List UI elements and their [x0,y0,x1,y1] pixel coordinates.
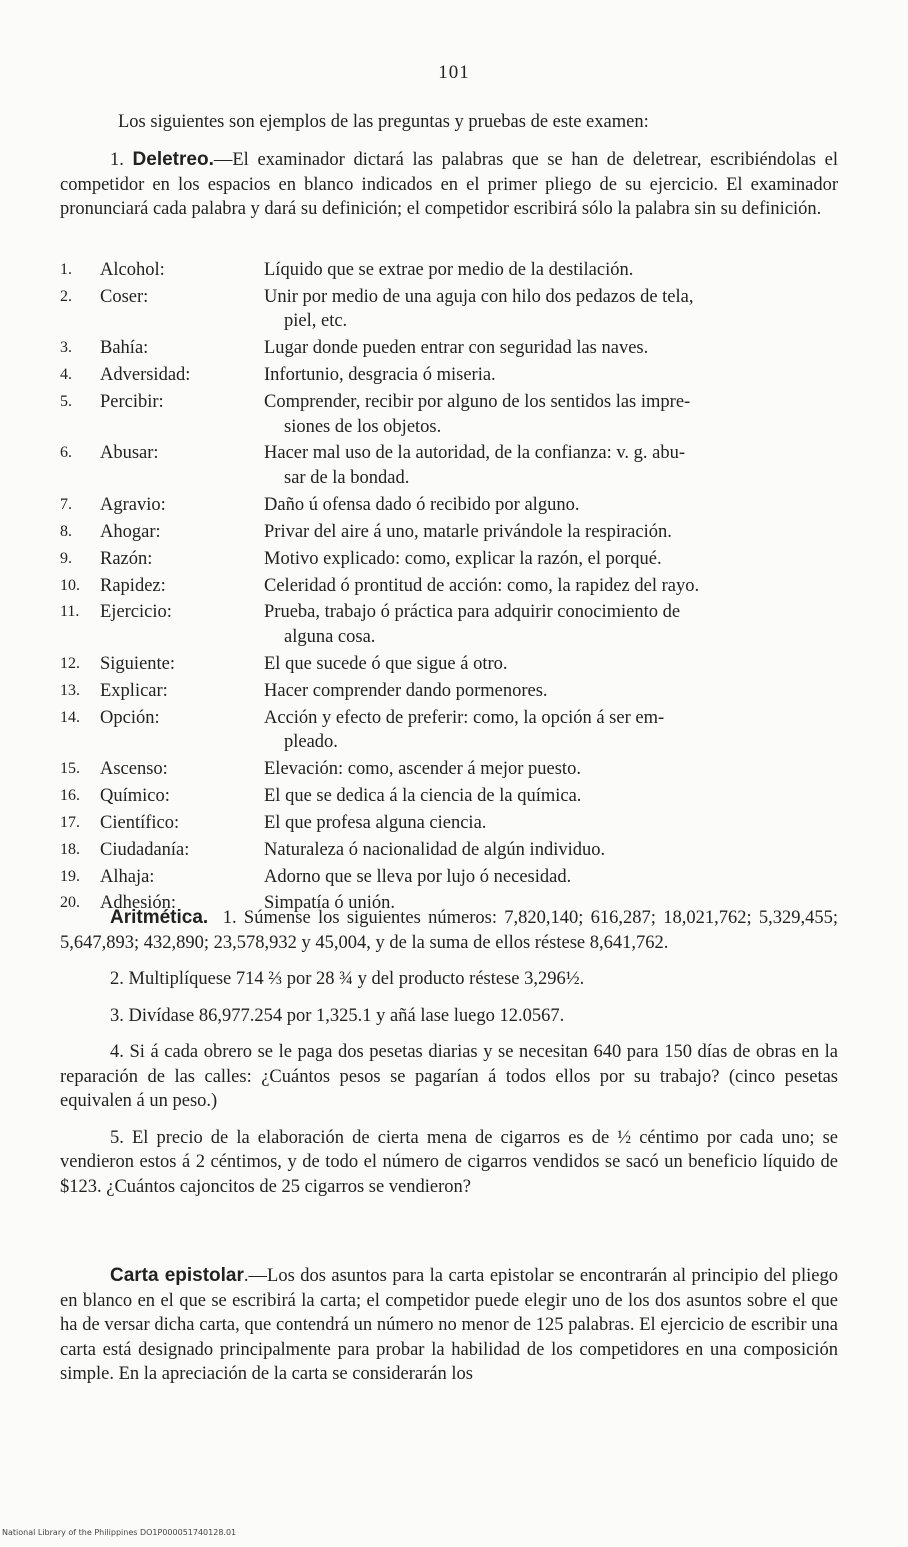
term-word: Coser: [100,286,149,307]
term-word: Adversidad: [100,365,191,386]
term-row [60,441,840,490]
term-definition-line: Prueba, trabajo ó práctica para adquirir conocimiento de [264,602,681,623]
term-definition-line: Hacer comprender dando pormenores. [264,680,548,701]
term-number: 20. [60,894,80,912]
term-definition-line: Simpatía ó unión. [264,893,396,914]
term-definition [264,390,840,439]
term-definition-line: El que profesa alguna ciencia. [264,812,487,833]
term-word: Opción: [100,707,160,728]
term-definition-line: Adorno que se lleva por lujo ó necesidad. [264,866,572,887]
term-row [60,493,840,518]
term-definition-continuation: piel, etc. [284,311,348,332]
term-definition-line: Hacer mal uso de la autoridad, de la confianza: v. g. abu- [264,443,686,464]
term-definition-line: Líquido que se extrae por medio de la destilación. [264,260,634,280]
aritmetica-problem-5: 5. El precio de la elaboración de cierta mena de cigarros es de ½ céntimo por cada uno; se vendieron estos á 2 céntimos, y de todo el número de cigarros vendidos se sacó un beneficio líquido de $123. ¿Cuántos cajoncitos de 25 cigarros se vendieron? [60,1127,838,1197]
term-definition-line: Naturaleza ó nacionalidad de algún individuo. [264,839,606,860]
term-definition [264,811,840,836]
term-word: Agravio: [100,494,166,515]
term-definition-continuation: siones de los objetos. [284,416,442,437]
term-definition-line: Infortunio, desgracia ó miseria. [264,365,496,386]
term-definition [264,574,840,599]
carta-heading: Carta epistolar [110,1265,244,1286]
term-row [60,285,840,334]
term-number: 13. [60,681,80,699]
term-word: Ejercicio: [100,602,172,623]
term-definition [264,838,840,863]
term-definition [264,706,840,755]
term-row [60,390,840,439]
term-definition-line: El que se dedica á la ciencia de la química. [264,785,582,806]
term-row [60,520,840,545]
term-row [60,258,840,283]
term-word: Ciudadanía: [100,839,190,860]
aritmetica-problem-2: 2. Multiplíquese 714 ⅔ por 28 ¾ y del producto réstese 3,296½. [110,969,585,989]
term-number: 19. [60,867,80,885]
carta-section [60,1264,838,1387]
aritmetica-problem-3: 3. Divídase 86,977.254 por 1,325.1 y añá lase luego 12.0567. [110,1005,565,1026]
term-word: Percibir: [100,392,164,413]
term-definition [264,865,840,890]
page-number: 101 [438,62,470,83]
term-definition-line: Daño ú ofensa dado ó recibido por alguno. [264,494,580,515]
term-row [60,838,840,863]
term-row [60,363,840,388]
term-definition-line: Elevación: como, ascender á mejor puesto. [264,758,581,779]
term-word: Bahía: [100,338,149,359]
term-row [60,706,840,755]
term-definition [264,285,840,334]
term-number: 10. [60,576,80,594]
term-definition [264,547,840,572]
term-number: 12. [60,654,80,672]
term-definition [264,441,840,490]
term-number: 7. [60,495,72,513]
term-definition-line: Privar del aire á uno, matarle privándole la respiración. [264,521,672,542]
deletreo-text: —El examinador dictará las palabras que se han de deletrear, escribiéndolas el competidor en los espacios en blanco indicados en el primer pliego de su ejercicio. El examinador pronunciará cada palabra y dará su definición; el competidor escribirá sólo la palabra sin su definición. [60,150,839,219]
aritmetica-problem-4: 4. Si á cada obrero se le paga dos pesetas diarias y se necesitan 640 para 150 días de obras en la reparación de las calles: ¿Cuántos pesos se pagarían á todos ellos por su trabajo? (cinco pesetas equivalen á un peso.) [60,1042,838,1111]
term-number: 6. [60,444,72,462]
term-number: 4. [60,366,72,384]
term-row [60,652,840,677]
term-row [60,336,840,361]
deletreo-section [60,148,838,222]
term-word: Adhesión: [100,893,177,914]
term-word: Científico: [100,812,180,833]
aritmetica-heading: Aritmética. [110,907,209,928]
aritmetica-problem-1: 1. Súmense los siguientes números: 7,820,140; 616,287; 18,021,762; 5,329,455; 5,647,893; 432,890; 23,578,932 y 45,004, y de la suma de ellos réstese 8,641,762. [60,908,839,953]
term-definition [264,679,840,704]
aritmetica-section [60,906,838,1211]
term-definition-line: Unir por medio de una aguja con hilo dos pedazos de tela, [264,286,694,307]
term-definition [264,600,840,649]
term-number: 16. [60,786,80,804]
term-definition-line: El que sucede ó que sigue á otro. [264,653,508,674]
term-definition-line: Celeridad ó prontitud de acción: como, la rapidez del rayo. [264,575,700,596]
term-definition [264,363,840,388]
term-word: Ascenso: [100,758,168,779]
term-number: 15. [60,759,80,777]
term-row [60,600,840,649]
term-row [60,811,840,836]
carta-text: .—Los dos asuntos para la carta epistolar se encontrarán al principio del pliego en blanco en el que se escribirá la carta; el competidor puede elegir uno de los dos asuntos sobre el que ha de versar dicha carta, que contendrá un número no menor de 125 palabras. El ejercicio de escribir una carta está designado principalmente para probar la habilidad de los competidores en una composición simple. En la apreciación de la carta se considerarán los [60,1266,838,1384]
term-definition-continuation: alguna cosa. [284,626,376,647]
term-definition-line: Comprender, recibir por alguno de los sentidos las impre- [264,392,691,413]
term-definition-continuation: sar de la bondad. [284,467,410,488]
term-definition-line: Lugar donde pueden entrar con seguridad las naves. [264,338,649,359]
term-definition [264,258,840,283]
term-number: 9. [60,549,72,567]
library-watermark: National Library of the Philippines DO1P000051740128.01 [2,1528,237,1537]
term-row [60,547,840,572]
term-word: Razón: [100,548,153,569]
term-number: 1. [60,261,72,278]
term-word: Ahogar: [100,521,161,542]
term-definition [264,784,840,809]
deletreo-number: 1. [110,150,124,170]
term-number: 2. [60,287,72,305]
deletreo-heading: Deletreo. [132,149,214,170]
term-definition [264,757,840,782]
term-row [60,865,840,890]
term-definition-line: Motivo explicado: como, explicar la razón, el porqué. [264,548,662,569]
term-definition [264,520,840,545]
term-word: Químico: [100,785,170,806]
term-definition-continuation: pleado. [284,732,338,753]
term-number: 18. [60,840,80,858]
term-number: 8. [60,522,72,540]
term-row [60,757,840,782]
term-word: Rapidez: [100,575,166,596]
term-word: Alcohol: [100,260,165,280]
term-number: 11. [60,603,80,621]
term-number: 17. [60,813,80,831]
term-definition [264,336,840,361]
term-number: 14. [60,708,80,726]
term-number: 5. [60,393,72,411]
term-number: 3. [60,339,72,357]
term-definition [264,652,840,677]
term-row [60,679,840,704]
spelling-word-list [60,258,840,918]
term-row [60,574,840,599]
term-row [60,784,840,809]
term-definition [264,493,840,518]
intro-text: Los siguientes son ejemplos de las preguntas y pruebas de este examen: [118,112,649,132]
term-word: Explicar: [100,680,168,701]
term-definition-line: Acción y efecto de preferir: como, la opción á ser em- [264,707,665,728]
term-word: Abusar: [100,443,159,464]
term-word: Siguiente: [100,653,176,674]
term-word: Alhaja: [100,866,155,887]
